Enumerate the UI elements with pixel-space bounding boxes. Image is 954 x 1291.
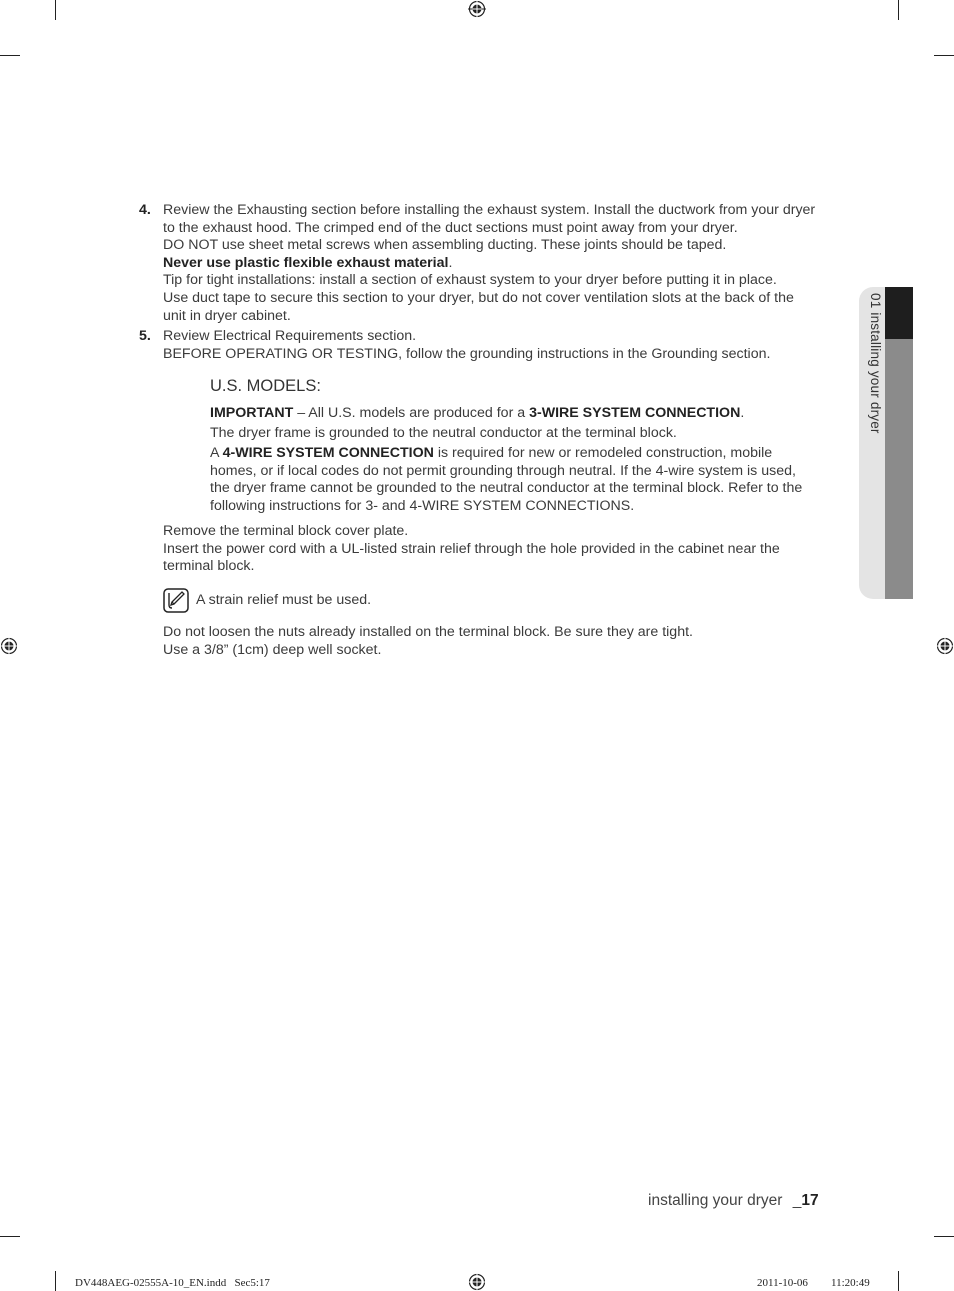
print-slug-date: 2011-10-06 [757,1277,808,1289]
warning-text: Never use plastic flexible exhaust material [163,254,449,271]
footer-section-title: installing your dryer [648,1192,783,1209]
chapter-tab-bar [885,339,913,599]
four-wire-line: following instructions for 3- and 4-WIRE SYSTEM CONNECTIONS. [210,497,635,514]
cover-plate-instructions [163,523,843,576]
step-5-line: BEFORE OPERATING OR TESTING, follow the grounding instructions in the Grounding section. [163,345,771,362]
note-text: A strain relief must be used. [196,592,372,608]
crop-mark-top-left-h [0,55,20,56]
step-4-line: unit in dryer cabinet. [163,307,291,324]
instruction-line: Do not loosen the nuts already installed on the terminal block. Be sure they are tight. [163,624,693,640]
step-4-line: Tip for tight installations: install a section of exhaust system to your dryer before putting it in place. [163,272,777,289]
terminal-nut-instructions [163,624,843,659]
registration-mark-icon [0,637,18,655]
note-pencil-icon [163,588,189,613]
crop-mark-top-right-v [898,0,899,20]
registration-mark-icon [468,1273,486,1291]
step-4-line: to the exhaust hood. The crimped end of the duct sections must point away from your dryer. [163,219,738,236]
step-5-line: Review Electrical Requirements section. [163,328,417,344]
print-slug-file: DV448AEG-02555A-10_EN.indd Sec5:17 [75,1277,270,1289]
four-wire-note: A 4-WIRE SYSTEM CONNECTION is required for new or remodeled construction, mobile [210,445,773,462]
us-models-block [210,405,840,516]
page-number: 17 [801,1192,819,1209]
crop-mark-top-right-h [934,55,954,56]
crop-mark-top-left-v [55,0,56,20]
step-4-number: 4. [139,202,151,218]
step-4-warning: Never use plastic flexible exhaust material. [163,254,453,271]
footer-page-prefix: _ [792,1192,802,1209]
step-4-line: Use duct tape to secure this section to your dryer, but do not cover ventilation slots at the back of the [163,289,794,306]
chapter-tab-label: 01 installing your dryer [868,293,883,434]
print-slug-time: 11:20:49 [831,1277,870,1289]
frame-ground-note: The dryer frame is grounded to the neutral conductor at the terminal block. [210,425,677,442]
us-models-heading: U.S. MODELS: [210,377,321,395]
step-5-text [163,328,843,363]
step-4-line: DO NOT use sheet metal screws when assembling ducting. These joints should be taped. [163,237,727,254]
crop-mark-bottom-left-v [55,1271,56,1291]
page-footer [648,1192,819,1210]
instruction-line: Remove the terminal block cover plate. [163,523,409,539]
four-wire-line: the dryer frame cannot be grounded to the neutral conductor at the terminal block. Refer to the [210,480,803,497]
instruction-line: terminal block. [163,558,255,575]
instruction-line: Use a 3/8” (1cm) deep well socket. [163,641,382,658]
step-4-line: Review the Exhausting section before installing the exhaust system. Install the ductwork from your dryer [163,202,816,218]
instruction-line: Insert the power cord with a UL-listed strain relief through the hole provided in the cabinet near the [163,540,780,557]
registration-mark-icon [936,637,954,655]
registration-mark-icon [468,0,486,18]
crop-mark-bottom-left-h [0,1236,20,1237]
step-4-text [163,202,843,325]
crop-mark-bottom-right-v [898,1271,899,1291]
step-5-number: 5. [139,328,151,344]
four-wire-line: homes, or if local codes do not permit grounding through neutral. If the 4-wire system is used, [210,462,796,479]
crop-mark-bottom-right-h [934,1236,954,1237]
important-note: IMPORTANT – All U.S. models are produced for a 3-WIRE SYSTEM CONNECTION. [210,405,745,421]
chapter-tab-marker [885,287,913,339]
